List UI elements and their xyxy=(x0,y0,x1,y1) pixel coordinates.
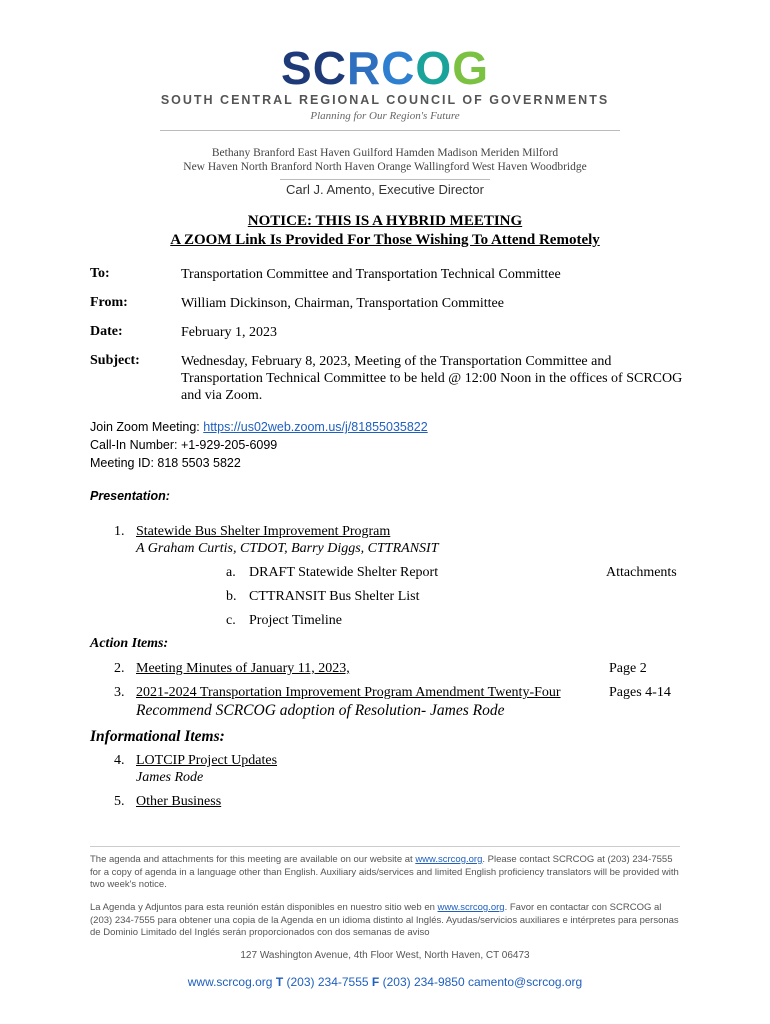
footer-english-notice xyxy=(90,854,680,892)
sub-c-letter: c. xyxy=(226,613,236,628)
item-1-number: 1. xyxy=(114,524,125,539)
divider xyxy=(160,130,620,131)
footer-divider xyxy=(90,846,680,847)
sub-b-letter: b. xyxy=(226,589,237,604)
phone-label: T xyxy=(275,975,284,989)
notice-heading: NOTICE: THIS IS A HYBRID MEETING xyxy=(247,213,523,229)
sub-c-text: Project Timeline xyxy=(249,613,342,628)
footer-english-text: The agenda and attachments for this meeting are available on our website at xyxy=(90,854,416,865)
action-items-heading: Action Items: xyxy=(90,636,169,651)
sub-b-text: CTTRANSIT Bus Shelter List xyxy=(249,589,420,604)
footer-contact xyxy=(0,975,770,989)
divider xyxy=(280,179,490,180)
scrcog-logo: SCRCOG xyxy=(281,42,489,94)
presentation-heading: Presentation: xyxy=(90,489,170,503)
footer-fax: (203) 234-9850 xyxy=(382,975,465,989)
to-value: Transportation Committee and Transportation Technical Committee xyxy=(181,267,561,282)
zoom-callin: Call-In Number: +1-929-205-6099 xyxy=(90,438,278,452)
from-value: William Dickinson, Chairman, Transportation Committee xyxy=(181,296,504,311)
item-4-title: LOTCIP Project Updates xyxy=(136,753,278,768)
zoom-join-line xyxy=(90,420,428,434)
fax-label: F xyxy=(371,975,380,989)
tagline: Planning for Our Region's Future xyxy=(310,110,460,122)
item-4-number: 4. xyxy=(114,753,125,768)
footer-phone: (203) 234-7555 xyxy=(286,975,369,989)
item-2-number: 2. xyxy=(114,661,125,676)
footer-spanish-notice xyxy=(90,902,680,940)
executive-director: Carl J. Amento, Executive Director xyxy=(286,182,484,197)
zoom-join-label: Join Zoom Meeting: xyxy=(90,420,204,434)
website-link-es[interactable]: www.scrcog.org xyxy=(437,902,505,913)
from-label: From: xyxy=(90,295,128,310)
logo xyxy=(0,42,770,94)
sub-a-letter: a. xyxy=(226,565,236,580)
item-1-title: Statewide Bus Shelter Improvement Program xyxy=(136,524,391,539)
item-2-page: Page 2 xyxy=(609,661,647,676)
footer-email[interactable]: camento@scrcog.org xyxy=(468,975,583,989)
footer-spanish-text-cont: . Favor en contactar con SCRCOG al (203) 234-7555 para obtener una copia de la Agenda en un idioma distinto al Inglés. Ayudas/servicios auxiliares e intérpretes para personas de Dominio Limitado del Inglés serán proporcionados con dos semanas de aviso xyxy=(90,902,679,938)
item-5-title: Other Business xyxy=(136,794,222,809)
date-label: Date: xyxy=(90,324,123,339)
zoom-link[interactable]: https://us02web.zoom.us/j/81855035822 xyxy=(203,420,428,434)
item-2-title: Meeting Minutes of January 11, 2023, xyxy=(136,661,350,676)
website-link[interactable]: www.scrcog.org xyxy=(415,854,483,865)
footer-spanish-text: La Agenda y Adjuntos para esta reunión están disponibles en nuestro sitio web en xyxy=(90,902,438,913)
notice-subheading: A ZOOM Link Is Provided For Those Wishing To Attend Remotely xyxy=(170,232,600,248)
towns-line-1: Bethany Branford East Haven Guilford Hamden Madison Meriden Milford xyxy=(211,147,559,159)
subject-value: Wednesday, February 8, 2023, Meeting of the Transportation Committee and Transportation Technical Committee to be held @ 12:00 Noon in the offices of SCRCOG and via Zoom. xyxy=(181,354,683,403)
sub-a-text: DRAFT Statewide Shelter Report xyxy=(249,565,439,580)
item-5-number: 5. xyxy=(114,794,125,809)
organization-name: SOUTH CENTRAL REGIONAL COUNCIL OF GOVERNMENTS xyxy=(160,93,610,107)
item-3-subtitle: Recommend SCRCOG adoption of Resolution- James Rode xyxy=(136,702,505,719)
footer-english-text-cont: . Please contact SCRCOG at (203) 234-7555 for a copy of agenda in a language other than English. Auxiliary aids/services and limited English proficiency translators will be provided with two week's notice. xyxy=(90,854,679,890)
footer-website[interactable]: www.scrcog.org xyxy=(187,975,273,989)
informational-items-heading: Informational Items: xyxy=(90,728,225,745)
towns-line-2: New Haven North Branford North Haven Orange Wallingford West Haven Woodbridge xyxy=(183,161,587,173)
to-label: To: xyxy=(90,266,110,281)
item-1-presenters: A Graham Curtis, CTDOT, Barry Diggs, CTTRANSIT xyxy=(136,541,439,556)
subject-label: Subject: xyxy=(90,353,140,368)
attachments-note: Attachments xyxy=(606,565,677,580)
item-3-page: Pages 4-14 xyxy=(609,685,671,700)
footer-address: 127 Washington Avenue, 4th Floor West, North Haven, CT 06473 xyxy=(240,950,530,961)
item-3-number: 3. xyxy=(114,685,125,700)
zoom-meeting-id: Meeting ID: 818 5503 5822 xyxy=(90,456,241,470)
date-value: February 1, 2023 xyxy=(181,325,278,340)
item-4-subtitle: James Rode xyxy=(136,770,204,785)
item-3-title: 2021-2024 Transportation Improvement Program Amendment Twenty-Four xyxy=(136,685,561,700)
